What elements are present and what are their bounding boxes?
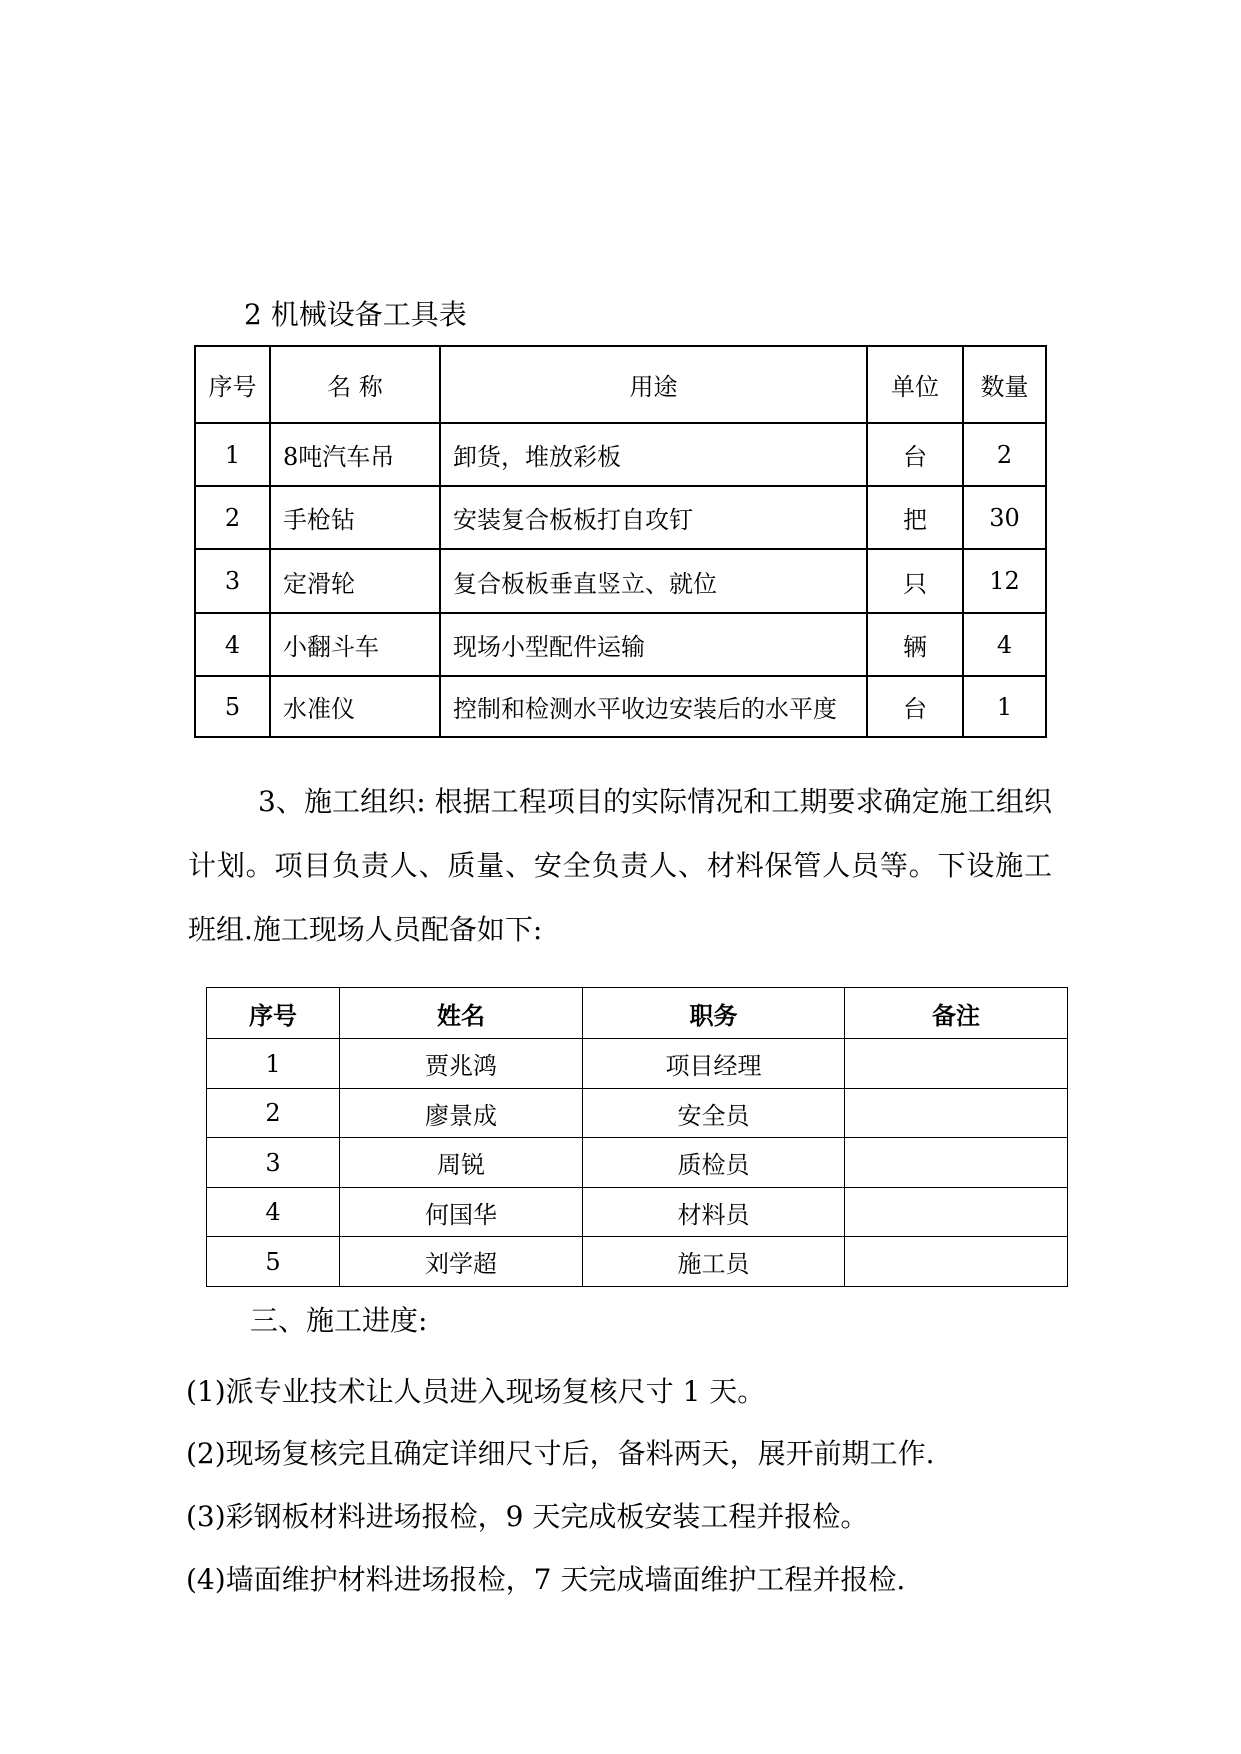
table-row: [195, 613, 1046, 676]
cell-unit: 只: [867, 549, 963, 613]
equipment-table-heading: 2 机械设备工具表: [244, 298, 467, 331]
table-row: [207, 1188, 1068, 1237]
table-row: [207, 1039, 1068, 1089]
cell-no: 3: [195, 549, 270, 613]
cell-use: 安装复合板板打自攻钉: [440, 486, 867, 549]
cell-qty: 12: [963, 549, 1046, 613]
cell-name: 刘学超: [340, 1237, 583, 1287]
cell-no: 5: [207, 1237, 340, 1287]
cell-name: 贾兆鸿: [340, 1039, 583, 1089]
table-row: [195, 486, 1046, 549]
cell-qty: 1: [963, 676, 1046, 737]
cell-note: [845, 1188, 1068, 1237]
cell-qty: 2: [963, 423, 1046, 486]
table-row: [207, 1138, 1068, 1188]
cell-name: 定滑轮: [270, 549, 440, 613]
cell-name: 廖景成: [340, 1089, 583, 1138]
header-name: 名 称: [270, 346, 440, 423]
cell-unit: 把: [867, 486, 963, 549]
header-no: 序号: [207, 988, 340, 1039]
table-row: [195, 423, 1046, 486]
header-qty: 数量: [963, 346, 1046, 423]
cell-note: [845, 1089, 1068, 1138]
table-row: [195, 676, 1046, 737]
progress-item-2: (2)现场复核完且确定详细尺寸后，备料两天，展开前期工作.: [186, 1437, 935, 1470]
cell-no: 4: [207, 1188, 340, 1237]
progress-item-3: (3)彩钢板材料进场报检，9 天完成板安装工程并报检。: [186, 1500, 869, 1533]
cell-use: 现场小型配件运输: [440, 613, 867, 676]
cell-unit: 台: [867, 423, 963, 486]
staff-header-row: [207, 988, 1068, 1039]
progress-heading: 三、施工进度:: [250, 1304, 428, 1337]
cell-role: 施工员: [583, 1237, 845, 1287]
cell-use: 复合板板垂直竖立、就位: [440, 549, 867, 613]
equipment-header-row: [195, 346, 1046, 423]
header-name: 姓名: [340, 988, 583, 1039]
cell-qty: 30: [963, 486, 1046, 549]
cell-name: 小翻斗车: [270, 613, 440, 676]
staff-table: [206, 987, 1068, 1287]
cell-unit: 辆: [867, 613, 963, 676]
cell-no: 4: [195, 613, 270, 676]
cell-no: 1: [195, 423, 270, 486]
header-no: 序号: [195, 346, 270, 423]
cell-note: [845, 1039, 1068, 1089]
cell-no: 3: [207, 1138, 340, 1188]
table-row: [195, 549, 1046, 613]
cell-note: [845, 1138, 1068, 1188]
cell-unit: 台: [867, 676, 963, 737]
cell-no: 2: [195, 486, 270, 549]
progress-item-4: (4)墙面维护材料进场报检，7 天完成墙面维护工程并报检.: [186, 1563, 906, 1596]
cell-role: 材料员: [583, 1188, 845, 1237]
cell-use: 卸货，堆放彩板: [440, 423, 867, 486]
cell-use: 控制和检测水平收边安装后的水平度: [440, 676, 867, 737]
organization-paragraph: 3、施工组织: 根据工程项目的实际情况和工期要求确定施工组织计划。项目负责人、质量、安全负责人、材料保管人员等。下设施工班组.施工现场人员配备如下:: [188, 785, 1052, 946]
cell-note: [845, 1237, 1068, 1287]
cell-role: 项目经理: [583, 1039, 845, 1089]
cell-name: 水准仪: [270, 676, 440, 737]
cell-name: 周锐: [340, 1138, 583, 1188]
cell-name: 手枪钻: [270, 486, 440, 549]
equipment-table: [194, 345, 1047, 738]
header-unit: 单位: [867, 346, 963, 423]
header-note: 备注: [845, 988, 1068, 1039]
cell-name: 8吨汽车吊: [270, 423, 440, 486]
cell-role: 质检员: [583, 1138, 845, 1188]
progress-item-1: (1)派专业技术让人员进入现场复核尺寸 1 天。: [186, 1375, 766, 1408]
table-row: [207, 1089, 1068, 1138]
cell-role: 安全员: [583, 1089, 845, 1138]
header-use: 用途: [440, 346, 867, 423]
header-role: 职务: [583, 988, 845, 1039]
cell-no: 2: [207, 1089, 340, 1138]
cell-qty: 4: [963, 613, 1046, 676]
cell-name: 何国华: [340, 1188, 583, 1237]
cell-no: 1: [207, 1039, 340, 1089]
cell-no: 5: [195, 676, 270, 737]
table-row: [207, 1237, 1068, 1287]
